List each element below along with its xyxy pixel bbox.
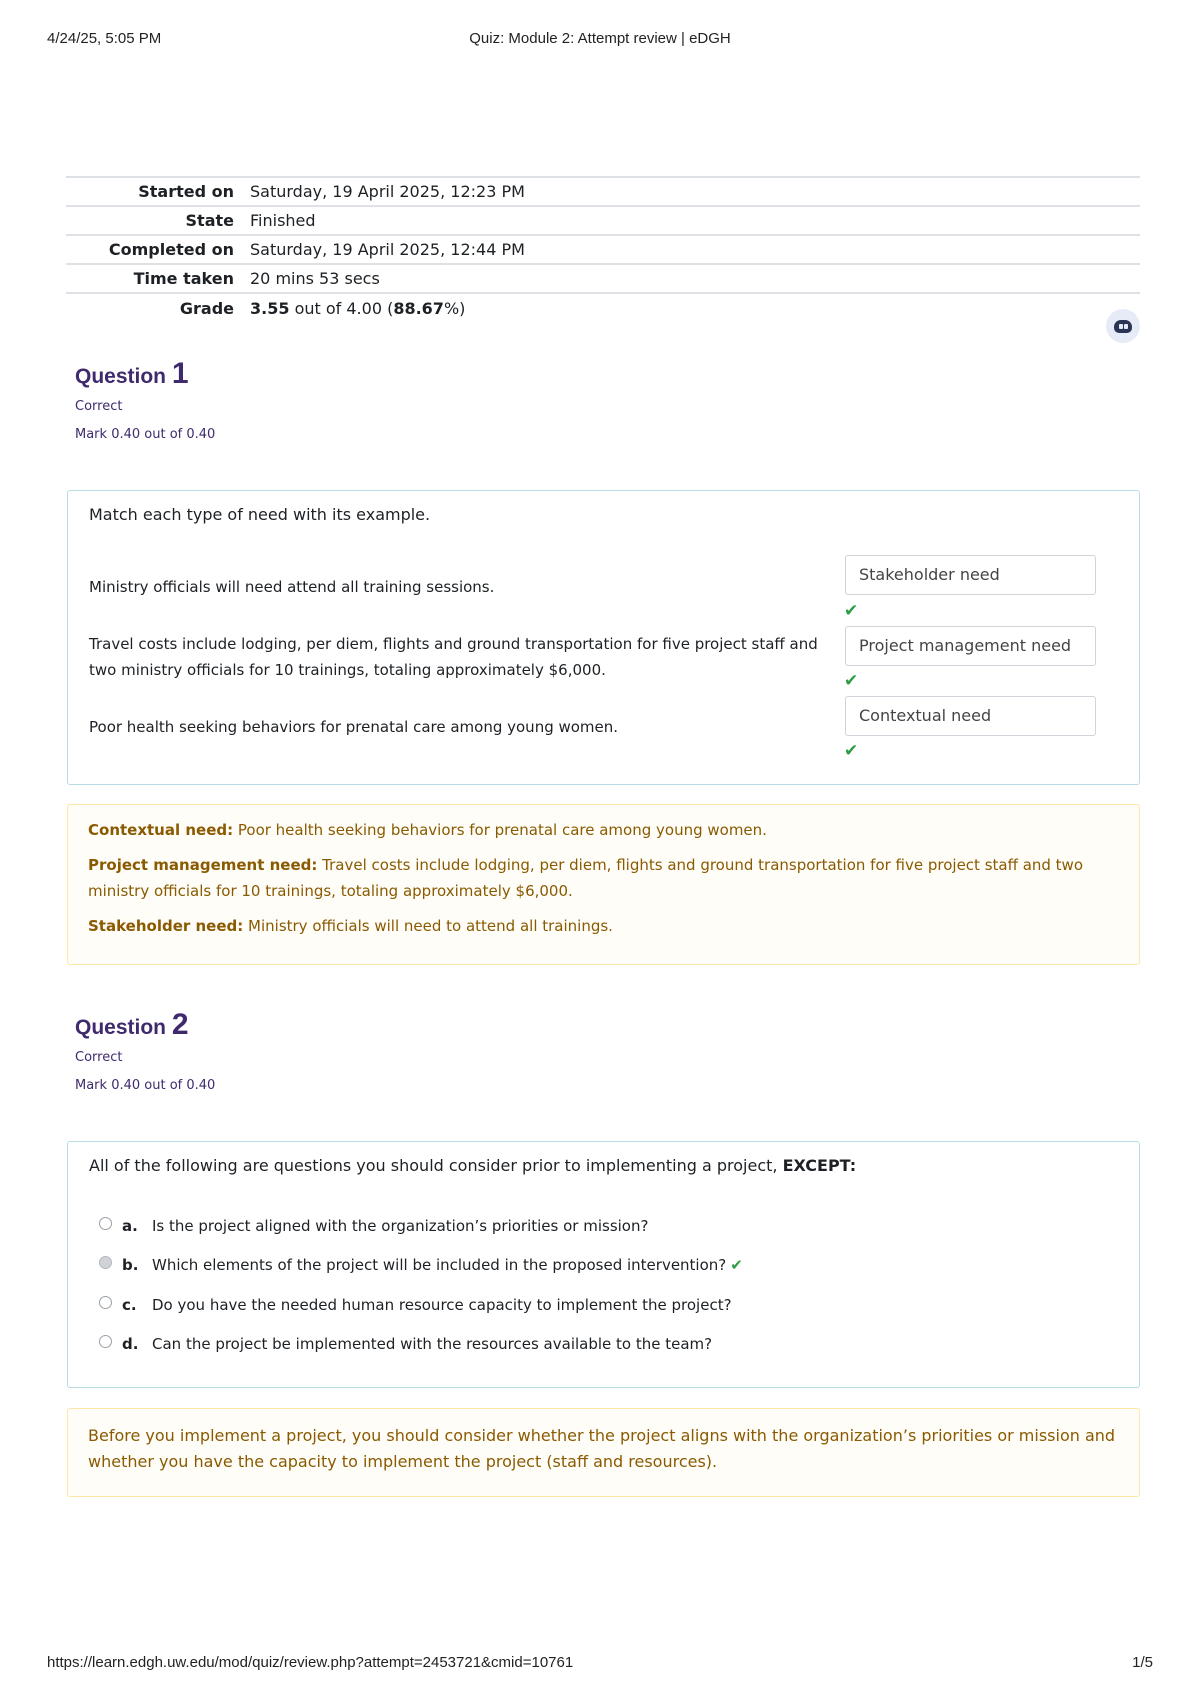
grade-percent: 88.67 <box>393 298 444 318</box>
feedback-label: Project management need: <box>88 856 318 874</box>
feedback-text: Poor health seeking behaviors for prenatal care among young women. <box>233 821 767 839</box>
question-2-info <box>75 1008 215 1093</box>
question-1-feedback <box>67 804 1140 965</box>
summary-value: Finished <box>250 211 316 230</box>
grade-out-of: out of 4.00 ( <box>289 298 394 318</box>
feedback-label: Stakeholder need: <box>88 917 244 935</box>
option-letter: a. <box>122 1217 138 1235</box>
question-1-formulation <box>67 490 1140 785</box>
radio-button[interactable] <box>99 1335 112 1348</box>
question-label: Question <box>75 365 172 388</box>
match-stem: Travel costs include lodging, per diem, flights and ground transportation for five project staff and two ministry officials for 10 trainings, totaling approximately $6,000. <box>89 635 818 679</box>
question-number-value: 2 <box>171 1008 189 1041</box>
feedback-label: Contextual need: <box>88 821 234 839</box>
answer-option-c[interactable] <box>99 1292 732 1318</box>
summary-row-grade <box>66 293 1140 322</box>
robot-icon[interactable] <box>1106 309 1140 343</box>
option-letter: c. <box>122 1296 137 1314</box>
feedback-text: Ministry officials will need to attend all trainings. <box>243 917 613 935</box>
summary-row-state <box>66 206 1140 235</box>
attempt-summary-table <box>66 176 1140 322</box>
match-stem: Poor health seeking behaviors for prenatal care among young women. <box>89 718 619 736</box>
summary-value: 20 mins 53 secs <box>250 269 380 288</box>
print-datetime: 4/24/25, 5:05 PM <box>47 30 162 47</box>
question-2-formulation <box>67 1141 1140 1388</box>
question-number <box>75 1008 215 1042</box>
radio-button[interactable] <box>99 1217 112 1230</box>
summary-value: Saturday, 19 April 2025, 12:44 PM <box>250 240 525 259</box>
feedback-text: Travel costs include lodging, per diem, flights and ground transportation for five project staff and two ministry officials for 10 trainings, totaling approximately $6,000. <box>88 856 1084 900</box>
option-text: Can the project be implemented with the resources available to the team? <box>152 1335 713 1353</box>
match-stem: Ministry officials will need attend all training sessions. <box>89 578 495 596</box>
correct-check-icon: ✔ <box>844 671 859 691</box>
feedback-line <box>88 817 1119 843</box>
question-number-value: 1 <box>171 357 189 390</box>
correct-check-icon: ✔ <box>730 1256 743 1274</box>
summary-row-completed <box>66 235 1140 264</box>
question-grade: Mark 0.40 out of 0.40 <box>75 427 216 442</box>
option-text: Do you have the needed human resource capacity to implement the project? <box>152 1296 732 1314</box>
prompt-text: All of the following are questions you should consider prior to implementing a project, <box>89 1156 783 1175</box>
summary-label: Time taken <box>133 269 234 288</box>
question-prompt: Match each type of need with its example. <box>89 505 431 524</box>
summary-value <box>250 293 1140 322</box>
question-number <box>75 357 215 391</box>
question-2-feedback: Before you implement a project, you should consider whether the project aligns with the organization’s priorities or mission and whether you have the capacity to implement the project (staff and resources). <box>67 1408 1140 1497</box>
robot-eye <box>1124 324 1128 329</box>
question-1-info <box>75 357 215 442</box>
question-state: Correct <box>75 399 123 414</box>
grade-end: %) <box>443 298 466 318</box>
summary-label: Grade <box>179 298 234 318</box>
match-answer-select[interactable]: Stakeholder need <box>845 555 1096 595</box>
feedback-line <box>88 913 1119 939</box>
option-text: Is the project aligned with the organization’s priorities or mission? <box>152 1217 649 1235</box>
robot-eye <box>1119 324 1123 329</box>
summary-row-started <box>66 177 1140 206</box>
correct-check-icon: ✔ <box>844 741 859 761</box>
answer-option-a[interactable] <box>99 1213 648 1239</box>
option-text: Which elements of the project will be included in the proposed intervention? <box>152 1256 727 1274</box>
print-page-number: 1/5 <box>1132 1654 1153 1671</box>
grade-score: 3.55 <box>250 298 290 318</box>
robot-head <box>1114 320 1132 333</box>
radio-button[interactable] <box>99 1296 112 1309</box>
question-prompt <box>89 1156 856 1175</box>
summary-label: Completed on <box>108 240 234 259</box>
prompt-emphasis: EXCEPT: <box>782 1156 857 1175</box>
print-page-title: Quiz: Module 2: Attempt review | eDGH <box>469 30 731 47</box>
feedback-line <box>88 852 1119 904</box>
match-answer-select[interactable]: Contextual need <box>845 696 1096 736</box>
answer-option-d[interactable] <box>99 1331 712 1357</box>
print-url: https://learn.edgh.uw.edu/mod/quiz/review.php?attempt=2453721&cmid=10761 <box>47 1654 574 1671</box>
correct-check-icon: ✔ <box>844 601 859 621</box>
match-answer-select[interactable]: Project management need <box>845 626 1096 666</box>
radio-button-selected[interactable] <box>99 1256 112 1269</box>
option-letter: d. <box>122 1335 139 1353</box>
summary-label: Started on <box>138 182 234 201</box>
question-state: Correct <box>75 1050 123 1065</box>
summary-value: Saturday, 19 April 2025, 12:23 PM <box>250 182 525 201</box>
summary-row-time-taken <box>66 264 1140 293</box>
question-label: Question <box>75 1016 172 1039</box>
option-letter: b. <box>122 1256 139 1274</box>
summary-label: State <box>185 211 234 230</box>
answer-option-b[interactable] <box>99 1252 743 1278</box>
question-grade: Mark 0.40 out of 0.40 <box>75 1078 216 1093</box>
